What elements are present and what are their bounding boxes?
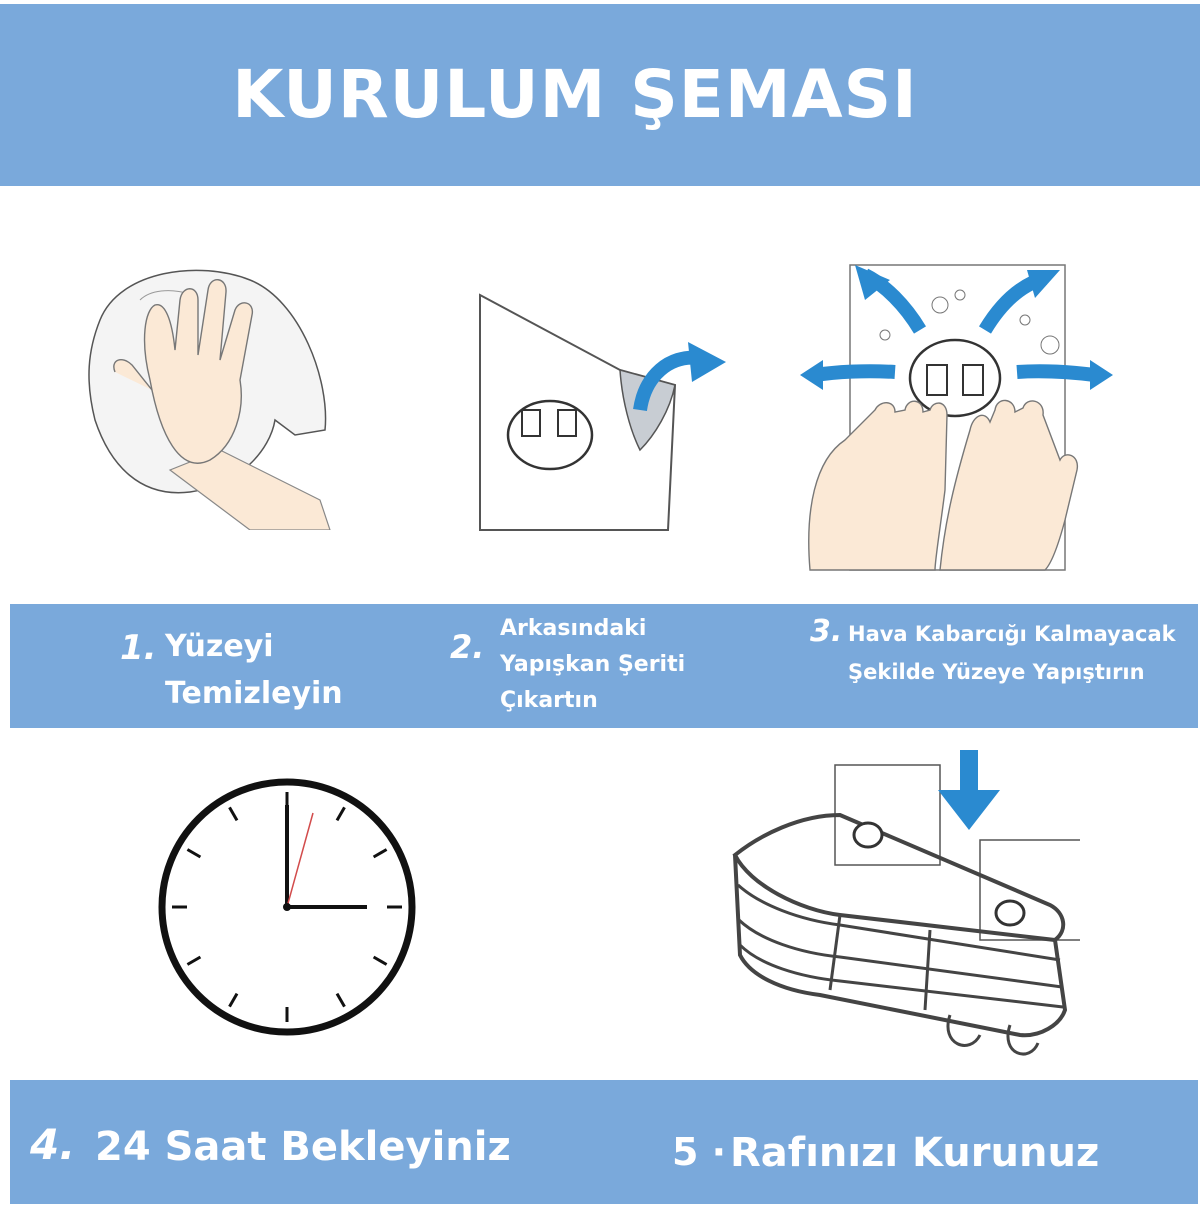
bottom-banner [10, 1080, 1198, 1204]
step3-line1: Hava Kabarcığı Kalmayacak [848, 622, 1176, 646]
step2-line2: Yapışkan Şeriti [500, 652, 686, 677]
step4-number: 4. [30, 1120, 76, 1169]
basket-illustration [720, 745, 1080, 1065]
step3-line2: Şekilde Yüzeye Yapıştırın [848, 660, 1145, 684]
steps-banner [10, 604, 1198, 728]
clock-illustration [155, 775, 420, 1040]
step3-number: 3. [810, 614, 843, 649]
step3-illustration [795, 260, 1115, 575]
page-title: KURULUM ŞEMASI [232, 56, 918, 133]
step5-number: 5 · [672, 1130, 727, 1174]
step1-number: 1. [120, 628, 157, 668]
step2-line3: Çıkartın [500, 688, 598, 713]
step5-label: Rafınızı Kurunuz [730, 1130, 1100, 1176]
step1-line1: Yüzeyi [165, 629, 274, 664]
step1-illustration [80, 260, 340, 530]
step2-line1: Arkasındaki [500, 616, 647, 641]
step4-label: 24 Saat Bekleyiniz [95, 1124, 511, 1170]
step2-illustration [470, 290, 740, 550]
step2-number: 2. [450, 628, 485, 666]
step1-line2: Temizleyin [165, 676, 343, 711]
title-banner [0, 4, 1200, 186]
